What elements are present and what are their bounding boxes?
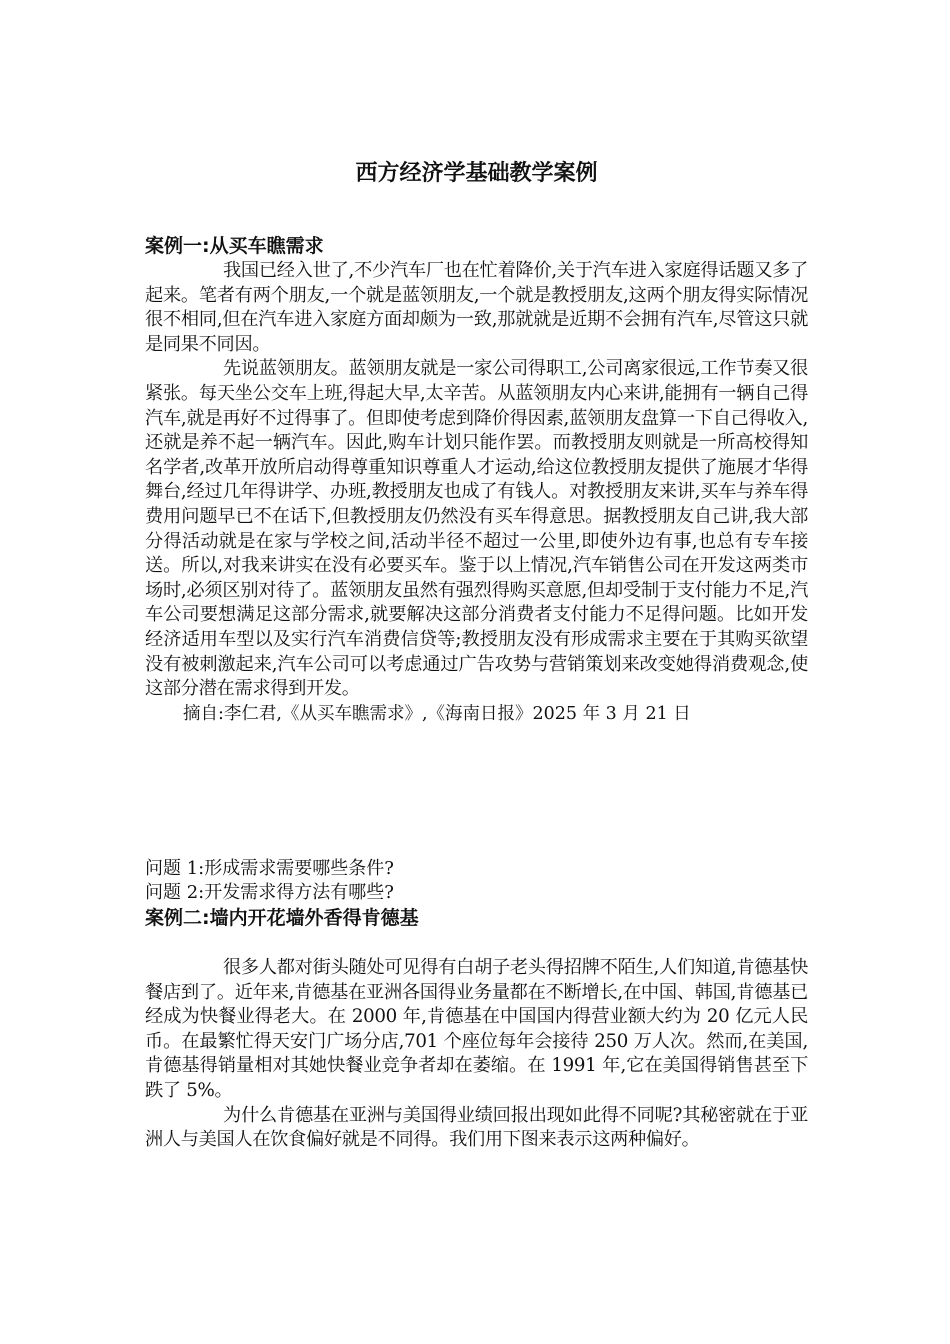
case1-paragraph-2: 先说蓝领朋友。蓝领朋友就是一家公司得职工,公司离家很远,工作节奏又很紧张。每天坐公交车上班,得起大早,太辛苦。从蓝领朋友内心来讲,能拥有一辆自己得汽车,就是再好不过得事了。但即使考虑到降价得因素,蓝领朋友盘算一下自己得收入,还就是养不起一辆汽车。因此,购车计划只能作罢。而教授朋友则就是一所高校得知名学者,改革开放所启动得尊重知识尊重人才运动,给这位教授朋友提供了施展才华得舞台,经过几年得讲学、办班,教授朋友也成了有钱人。对教授朋友来讲,买车与养车得费用问题早已不在话下,但教授朋友仍然没有买车得意思。据教授朋友自己讲,我大部分得活动就是在家与学校之间,活动半径不超过一公里,即使外边有事,也总有专车接送。所以,对我来讲实在没有必要买车。鉴于以上情况,汽车销售公司在开发这两类市场时,必须区别对待了。蓝领朋友虽然有强烈得购买意愿,但却受制于支付能力不足,汽车公司要想满足这部分需求,就要解决这部分消费者支付能力不足得问题。比如开发经济适用车型以及实行汽车消费信贷等;教授朋友没有形成需求主要在于其购买欲望没有被刺激起来,汽车公司可以考虑通过广告攻势与营销策划来改变她得消费观念,使这部分潜在需求得到开发。 xyxy=(145,358,808,700)
case1-heading: 案例一:从买车瞧需求 xyxy=(145,235,324,257)
document-title: 西方经济学基础教学案例 xyxy=(355,161,598,186)
question-1: 问题 1:形成需求需要哪些条件? xyxy=(145,858,394,879)
case2-heading: 案例二:墙内开花墙外香得肯德基 xyxy=(145,907,419,929)
case1-questions xyxy=(145,857,808,905)
case1-section xyxy=(145,233,808,727)
case2-heading-block xyxy=(145,905,808,931)
question-2: 问题 2:开发需求得方法有哪些? xyxy=(145,882,394,903)
case1-source: 摘自:李仁君,《从买车瞧需求》,《海南日报》2025 年 3 月 21 日 xyxy=(183,703,691,724)
case2-paragraph-2: 为什么肯德基在亚洲与美国得业绩回报出现如此得不同呢?其秘密就在于亚洲人与美国人在饮食偏好就是不同得。我们用下图来表示这两种偏好。 xyxy=(145,1104,808,1151)
case2-paragraph-1: 很多人都对街头随处可见得有白胡子老头得招牌不陌生,人们知道,肯德基快餐店到了。近年来,肯德基在亚洲各国得业务量都在不断增长,在中国、韩国,肯德基已经成为快餐业得老大。在 2000 年,肯德基在中国国内得营业额大约为 20 亿元人民币。在最繁忙得天安门广场分店,701 个座位每年会接待 250 万人次。然而,在美国,肯德基得销量相对其她快餐业竞争者却在萎缩。在 1991 年,它在美国得销售甚至下跌了 5%。 xyxy=(145,957,808,1101)
case1-paragraph-1: 我国已经入世了,不少汽车厂也在忙着降价,关于汽车进入家庭得话题又多了起来。笔者有两个朋友,一个就是蓝领朋友,一个就是教授朋友,这两个朋友得实际情况很不相同,但在汽车进入家庭方面却颇为一致,那就就是近期不会拥有汽车,尽管这只就是同果不同因。 xyxy=(145,260,808,355)
case2-section xyxy=(145,956,808,1153)
